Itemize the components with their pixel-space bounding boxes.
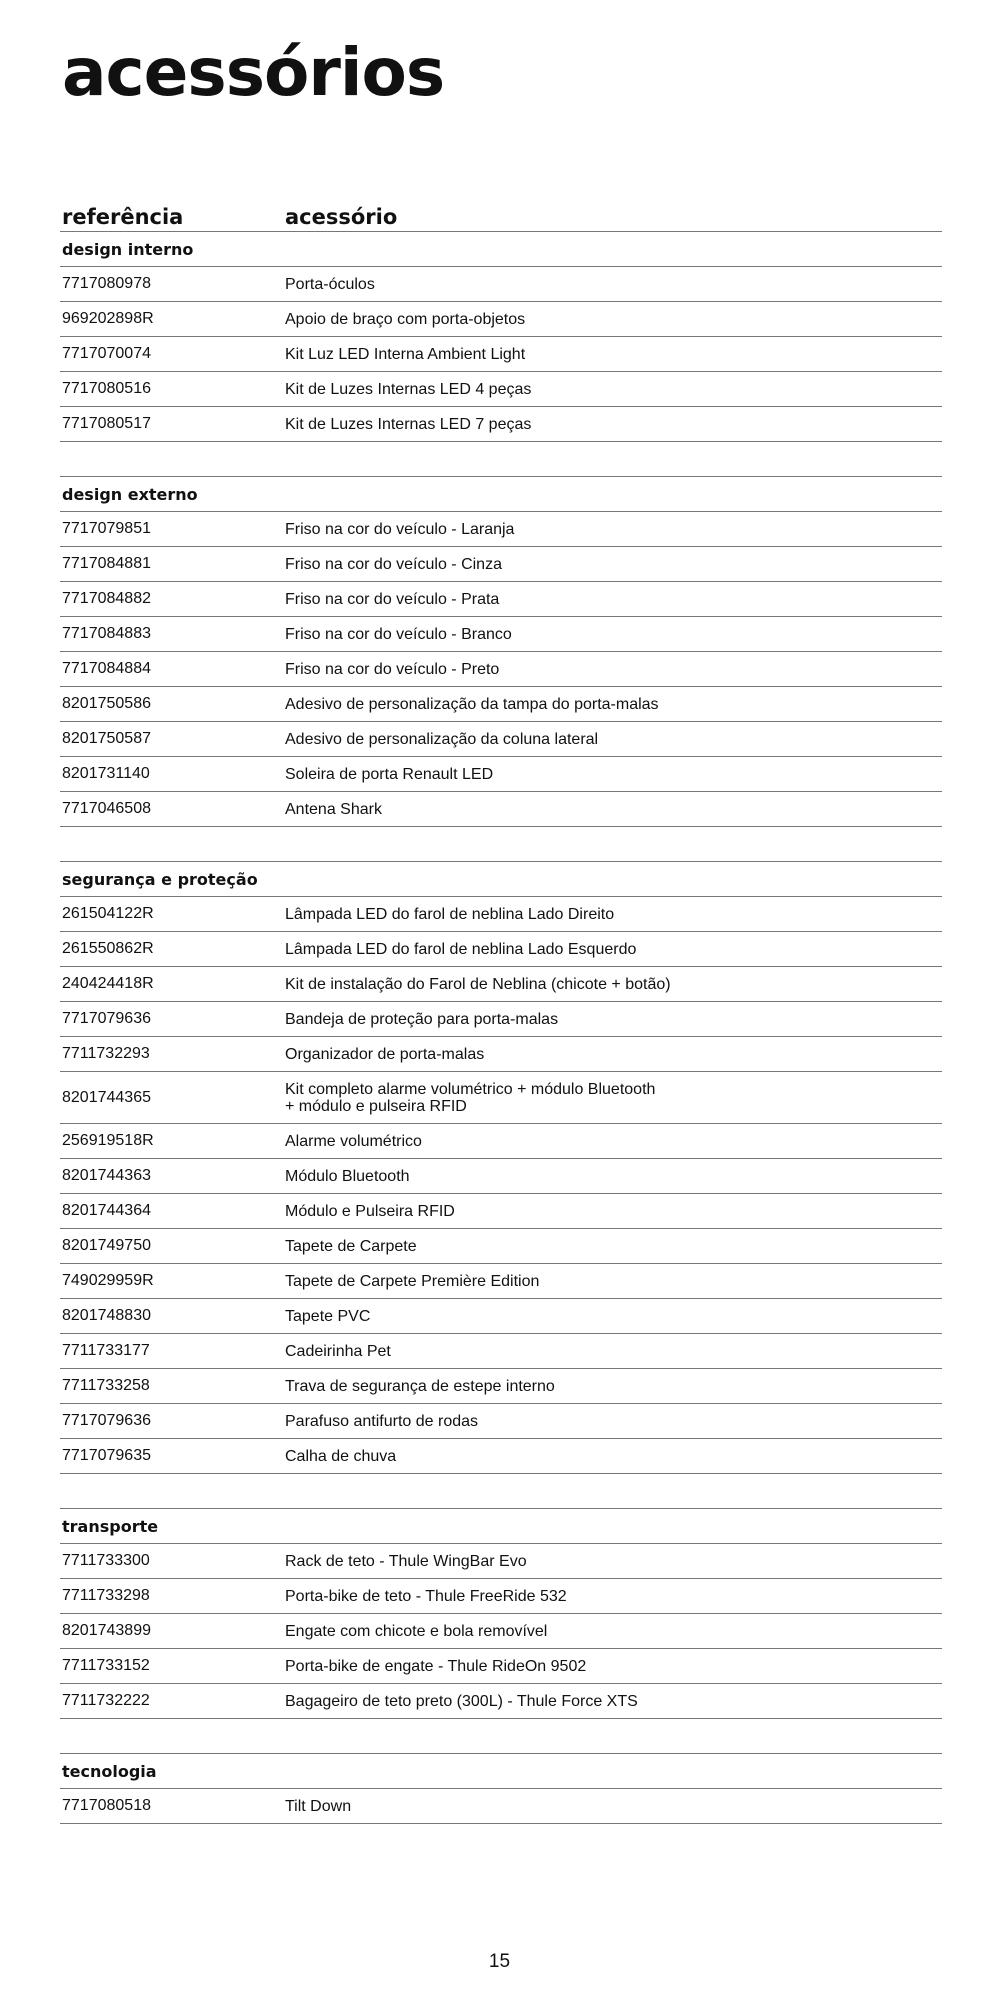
accessory-cell <box>285 1203 942 1220</box>
accessory-text: Friso na cor do veículo - Branco <box>285 625 512 643</box>
reference-cell: 7717084882 <box>62 590 151 607</box>
table-row <box>60 897 942 932</box>
accessory-cell <box>285 311 942 328</box>
accessory-text: Porta-bike de engate - Thule RideOn 9502 <box>285 1657 587 1675</box>
page-title: acessórios <box>62 34 445 111</box>
accessory-cell <box>285 976 942 993</box>
table-row <box>60 1072 942 1124</box>
table-row <box>60 1544 942 1579</box>
accessory-text: Antena Shark <box>285 800 382 818</box>
accessory-cell <box>285 1011 942 1028</box>
section-title: tecnologia <box>62 1761 157 1781</box>
accessory-text: Tapete de Carpete Première Edition <box>285 1272 540 1290</box>
reference-cell: 7717084883 <box>62 625 151 642</box>
column-header-accessory: acessório <box>285 205 398 229</box>
section-header <box>60 1754 942 1789</box>
table-row <box>60 547 942 582</box>
reference-cell: 7717080978 <box>62 275 151 292</box>
accessory-cell <box>285 346 942 363</box>
section-spacer <box>60 1719 942 1754</box>
reference-cell: 8201749750 <box>62 1237 151 1254</box>
table-row <box>60 1614 942 1649</box>
accessory-text: Lâmpada LED do farol de neblina Lado Direito <box>285 905 615 923</box>
table-row <box>60 652 942 687</box>
reference-cell: 7717070074 <box>62 345 151 362</box>
accessory-cell <box>285 1133 942 1150</box>
table-row <box>60 932 942 967</box>
reference-cell: 7711733152 <box>62 1657 150 1674</box>
table-row <box>60 1789 942 1824</box>
reference-cell: 8201750587 <box>62 730 151 747</box>
accessory-text: Módulo Bluetooth <box>285 1167 410 1185</box>
accessory-text: Bagageiro de teto preto (300L) - Thule Force XTS <box>285 1692 638 1710</box>
accessory-text: Friso na cor do veículo - Cinza <box>285 555 502 573</box>
accessory-cell <box>285 1273 942 1290</box>
accessory-cell <box>285 1378 942 1395</box>
accessory-cell <box>285 1308 942 1325</box>
table-row <box>60 1229 942 1264</box>
section-title: segurança e proteção <box>62 869 258 889</box>
reference-cell: 256919518R <box>62 1132 154 1149</box>
accessory-text: Tapete de Carpete <box>285 1237 417 1255</box>
accessory-text: Cadeirinha Pet <box>285 1342 391 1360</box>
table-row <box>60 1037 942 1072</box>
accessory-text: Friso na cor do veículo - Laranja <box>285 520 515 538</box>
reference-cell: 7711733298 <box>62 1587 150 1604</box>
section-header <box>60 232 942 267</box>
column-header-reference: referência <box>62 205 184 229</box>
table-row <box>60 687 942 722</box>
accessory-cell <box>285 1798 942 1815</box>
table-row <box>60 372 942 407</box>
table-row <box>60 1264 942 1299</box>
accessory-text: Tilt Down <box>285 1797 352 1815</box>
accessory-text: Soleira de porta Renault LED <box>285 765 494 783</box>
accessory-cell <box>285 1623 942 1640</box>
accessory-text: Porta-bike de teto - Thule FreeRide 532 <box>285 1587 567 1605</box>
table-row <box>60 1299 942 1334</box>
reference-cell: 240424418R <box>62 975 154 992</box>
section-spacer <box>60 1474 942 1509</box>
reference-cell: 8201750586 <box>62 695 151 712</box>
accessory-cell <box>285 1693 942 1710</box>
accessory-text: Kit de instalação do Farol de Neblina (chicote + botão) <box>285 975 671 993</box>
accessory-cell <box>285 801 942 818</box>
accessory-text: Módulo e Pulseira RFID <box>285 1202 455 1220</box>
table-body <box>60 232 942 1824</box>
table-row <box>60 617 942 652</box>
section-title: transporte <box>62 1516 159 1536</box>
table-header <box>60 200 942 232</box>
table-row <box>60 407 942 442</box>
table-row <box>60 1159 942 1194</box>
reference-cell: 7717079636 <box>62 1010 151 1027</box>
accessories-table <box>60 200 942 1824</box>
table-row <box>60 1579 942 1614</box>
section-spacer <box>60 442 942 477</box>
accessory-cell <box>285 1168 942 1185</box>
accessory-text: Calha de chuva <box>285 1447 397 1465</box>
table-row <box>60 1369 942 1404</box>
accessory-cell <box>285 1238 942 1255</box>
reference-cell: 7717046508 <box>62 800 151 817</box>
reference-cell: 7711732293 <box>62 1045 150 1062</box>
accessory-cell <box>285 556 942 573</box>
accessory-text: Adesivo de personalização da coluna lateral <box>285 730 599 748</box>
accessory-text: Bandeja de proteção para porta-malas <box>285 1010 559 1028</box>
reference-cell: 7717079635 <box>62 1447 151 1464</box>
table-row <box>60 1439 942 1474</box>
accessory-cell <box>285 381 942 398</box>
accessory-cell <box>285 1658 942 1675</box>
reference-cell: 261550862R <box>62 940 154 957</box>
accessory-text-line2: + módulo e pulseira RFID <box>285 1097 467 1115</box>
table-row <box>60 582 942 617</box>
accessory-text: Porta-óculos <box>285 275 375 293</box>
table-row <box>60 1684 942 1719</box>
accessory-text: Trava de segurança de estepe interno <box>285 1377 555 1395</box>
accessory-text: Tapete PVC <box>285 1307 371 1325</box>
accessory-cell <box>285 276 942 293</box>
reference-cell: 8201731140 <box>62 765 150 782</box>
reference-cell: 7717079636 <box>62 1412 151 1429</box>
accessory-text: Kit de Luzes Internas LED 4 peças <box>285 380 532 398</box>
table-row <box>60 512 942 547</box>
reference-cell: 8201744363 <box>62 1167 151 1184</box>
accessory-cell <box>285 1448 942 1465</box>
accessory-cell <box>285 1343 942 1360</box>
accessory-cell <box>285 661 942 678</box>
accessory-cell <box>285 416 942 433</box>
section-header <box>60 862 942 897</box>
table-row <box>60 1404 942 1439</box>
accessory-text: Lâmpada LED do farol de neblina Lado Esquerdo <box>285 940 637 958</box>
accessory-cell <box>285 696 942 713</box>
reference-cell: 7717080516 <box>62 380 151 397</box>
accessory-cell <box>285 906 942 923</box>
accessory-cell <box>285 1046 942 1063</box>
table-row <box>60 1334 942 1369</box>
accessory-cell <box>285 1588 942 1605</box>
table-row <box>60 267 942 302</box>
reference-cell: 7717079851 <box>62 520 151 537</box>
table-row <box>60 337 942 372</box>
reference-cell: 8201744365 <box>62 1088 151 1106</box>
accessory-text: Rack de teto - Thule WingBar Evo <box>285 1552 527 1570</box>
section-title: design externo <box>62 484 198 504</box>
accessory-cell <box>285 591 942 608</box>
reference-cell: 8201744364 <box>62 1202 151 1219</box>
accessory-cell <box>285 521 942 538</box>
accessory-text: Kit de Luzes Internas LED 7 peças <box>285 415 532 433</box>
reference-cell: 7717080518 <box>62 1797 151 1814</box>
accessory-cell <box>285 1081 942 1115</box>
reference-cell: 7711733258 <box>62 1377 150 1394</box>
table-row <box>60 722 942 757</box>
reference-cell: 8201748830 <box>62 1307 151 1324</box>
accessory-text: Friso na cor do veículo - Prata <box>285 590 500 608</box>
accessory-text: Engate com chicote e bola removível <box>285 1622 548 1640</box>
accessory-cell <box>285 1413 942 1430</box>
section-title: design interno <box>62 239 194 259</box>
section-header <box>60 477 942 512</box>
table-row <box>60 1194 942 1229</box>
accessory-text: Alarme volumétrico <box>285 1132 422 1150</box>
reference-cell: 7711732222 <box>62 1692 150 1709</box>
table-row <box>60 1002 942 1037</box>
accessory-text: Kit completo alarme volumétrico + módulo Bluetooth <box>285 1080 656 1098</box>
accessory-text: Apoio de braço com porta-objetos <box>285 310 526 328</box>
page-number: 15 <box>488 1951 511 1972</box>
reference-cell: 7711733177 <box>62 1342 150 1359</box>
table-row <box>60 792 942 827</box>
reference-cell: 7711733300 <box>62 1552 150 1569</box>
reference-cell: 7717084884 <box>62 660 151 677</box>
accessory-cell <box>285 766 942 783</box>
accessory-cell <box>285 941 942 958</box>
section-spacer <box>60 827 942 862</box>
reference-cell: 969202898R <box>62 310 154 327</box>
accessory-text: Organizador de porta-malas <box>285 1045 485 1063</box>
table-row <box>60 302 942 337</box>
accessory-text: Kit Luz LED Interna Ambient Light <box>285 345 526 363</box>
accessory-text: Friso na cor do veículo - Preto <box>285 660 500 678</box>
reference-cell: 749029959R <box>62 1272 154 1289</box>
table-row <box>60 967 942 1002</box>
section-header <box>60 1509 942 1544</box>
accessory-text: Adesivo de personalização da tampa do porta-malas <box>285 695 659 713</box>
accessory-text: Parafuso antifurto de rodas <box>285 1412 479 1430</box>
reference-cell: 261504122R <box>62 905 154 922</box>
accessory-cell <box>285 1553 942 1570</box>
accessory-cell <box>285 626 942 643</box>
table-row <box>60 1124 942 1159</box>
reference-cell: 7717084881 <box>62 555 151 572</box>
table-row <box>60 757 942 792</box>
reference-cell: 8201743899 <box>62 1622 151 1639</box>
accessory-cell <box>285 731 942 748</box>
reference-cell: 7717080517 <box>62 415 151 432</box>
table-row <box>60 1649 942 1684</box>
